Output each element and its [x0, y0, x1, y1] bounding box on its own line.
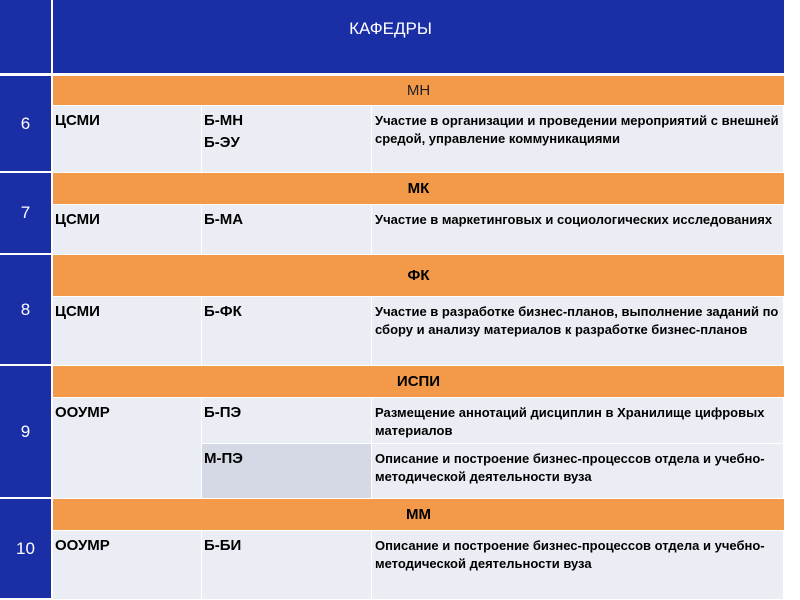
program-code: Б-МН — [204, 112, 244, 129]
header-corner-cell — [0, 0, 53, 76]
description-cell: Размещение аннотаций дисциплин в Хранилище цифровых материалов — [372, 398, 784, 444]
program-code: Б-ПЭ — [204, 404, 242, 421]
description-cell: Участие в организации и проведении мероприятий с внешней средой, управление коммуникациями — [372, 106, 784, 173]
program-code: Б-ЭУ — [204, 134, 240, 151]
header-title: КАФЕДРЫ — [349, 18, 432, 38]
unit-cell: ООУМР — [53, 531, 202, 600]
program-code: Б-МА — [204, 211, 244, 228]
unit-cell: ООУМР — [53, 398, 202, 499]
department-header: МН — [53, 76, 784, 106]
program-codes-cell — [202, 444, 372, 499]
program-codes-cell — [202, 531, 372, 600]
department-header: МК — [53, 173, 784, 205]
row-number-cell: 6 — [0, 76, 53, 173]
program-code: Б-ФК — [204, 303, 242, 320]
description-cell: Участие в разработке бизнес-планов, выполнение заданий по сбору и анализу материалов к разработке бизнес-планов — [372, 297, 784, 366]
program-codes-cell — [202, 106, 372, 173]
program-codes-cell — [202, 205, 372, 255]
table-header — [53, 0, 784, 76]
unit-cell: ЦСМИ — [53, 297, 202, 366]
program-codes-cell — [202, 398, 372, 444]
department-header: ФК — [53, 255, 784, 297]
unit-cell: ЦСМИ — [53, 205, 202, 255]
unit-cell: ЦСМИ — [53, 106, 202, 173]
department-header: ИСПИ — [53, 366, 784, 398]
row-number-cell: 7 — [0, 173, 53, 255]
row-number-cell: 10 — [0, 499, 53, 600]
row-number-cell: 9 — [0, 366, 53, 499]
description-cell: Участие в маркетинговых и социологических исследованиях — [372, 205, 784, 255]
program-code: Б-БИ — [204, 537, 242, 554]
department-header: ММ — [53, 499, 784, 531]
description-cell: Описание и построение бизнес-процессов отдела и учебно-методической деятельности вуза — [372, 444, 784, 499]
description-cell: Описание и построение бизнес-процессов отдела и учебно-методической деятельности вуза — [372, 531, 784, 600]
program-codes-cell — [202, 297, 372, 366]
row-number-cell: 8 — [0, 255, 53, 366]
program-code: М-ПЭ — [204, 450, 243, 467]
